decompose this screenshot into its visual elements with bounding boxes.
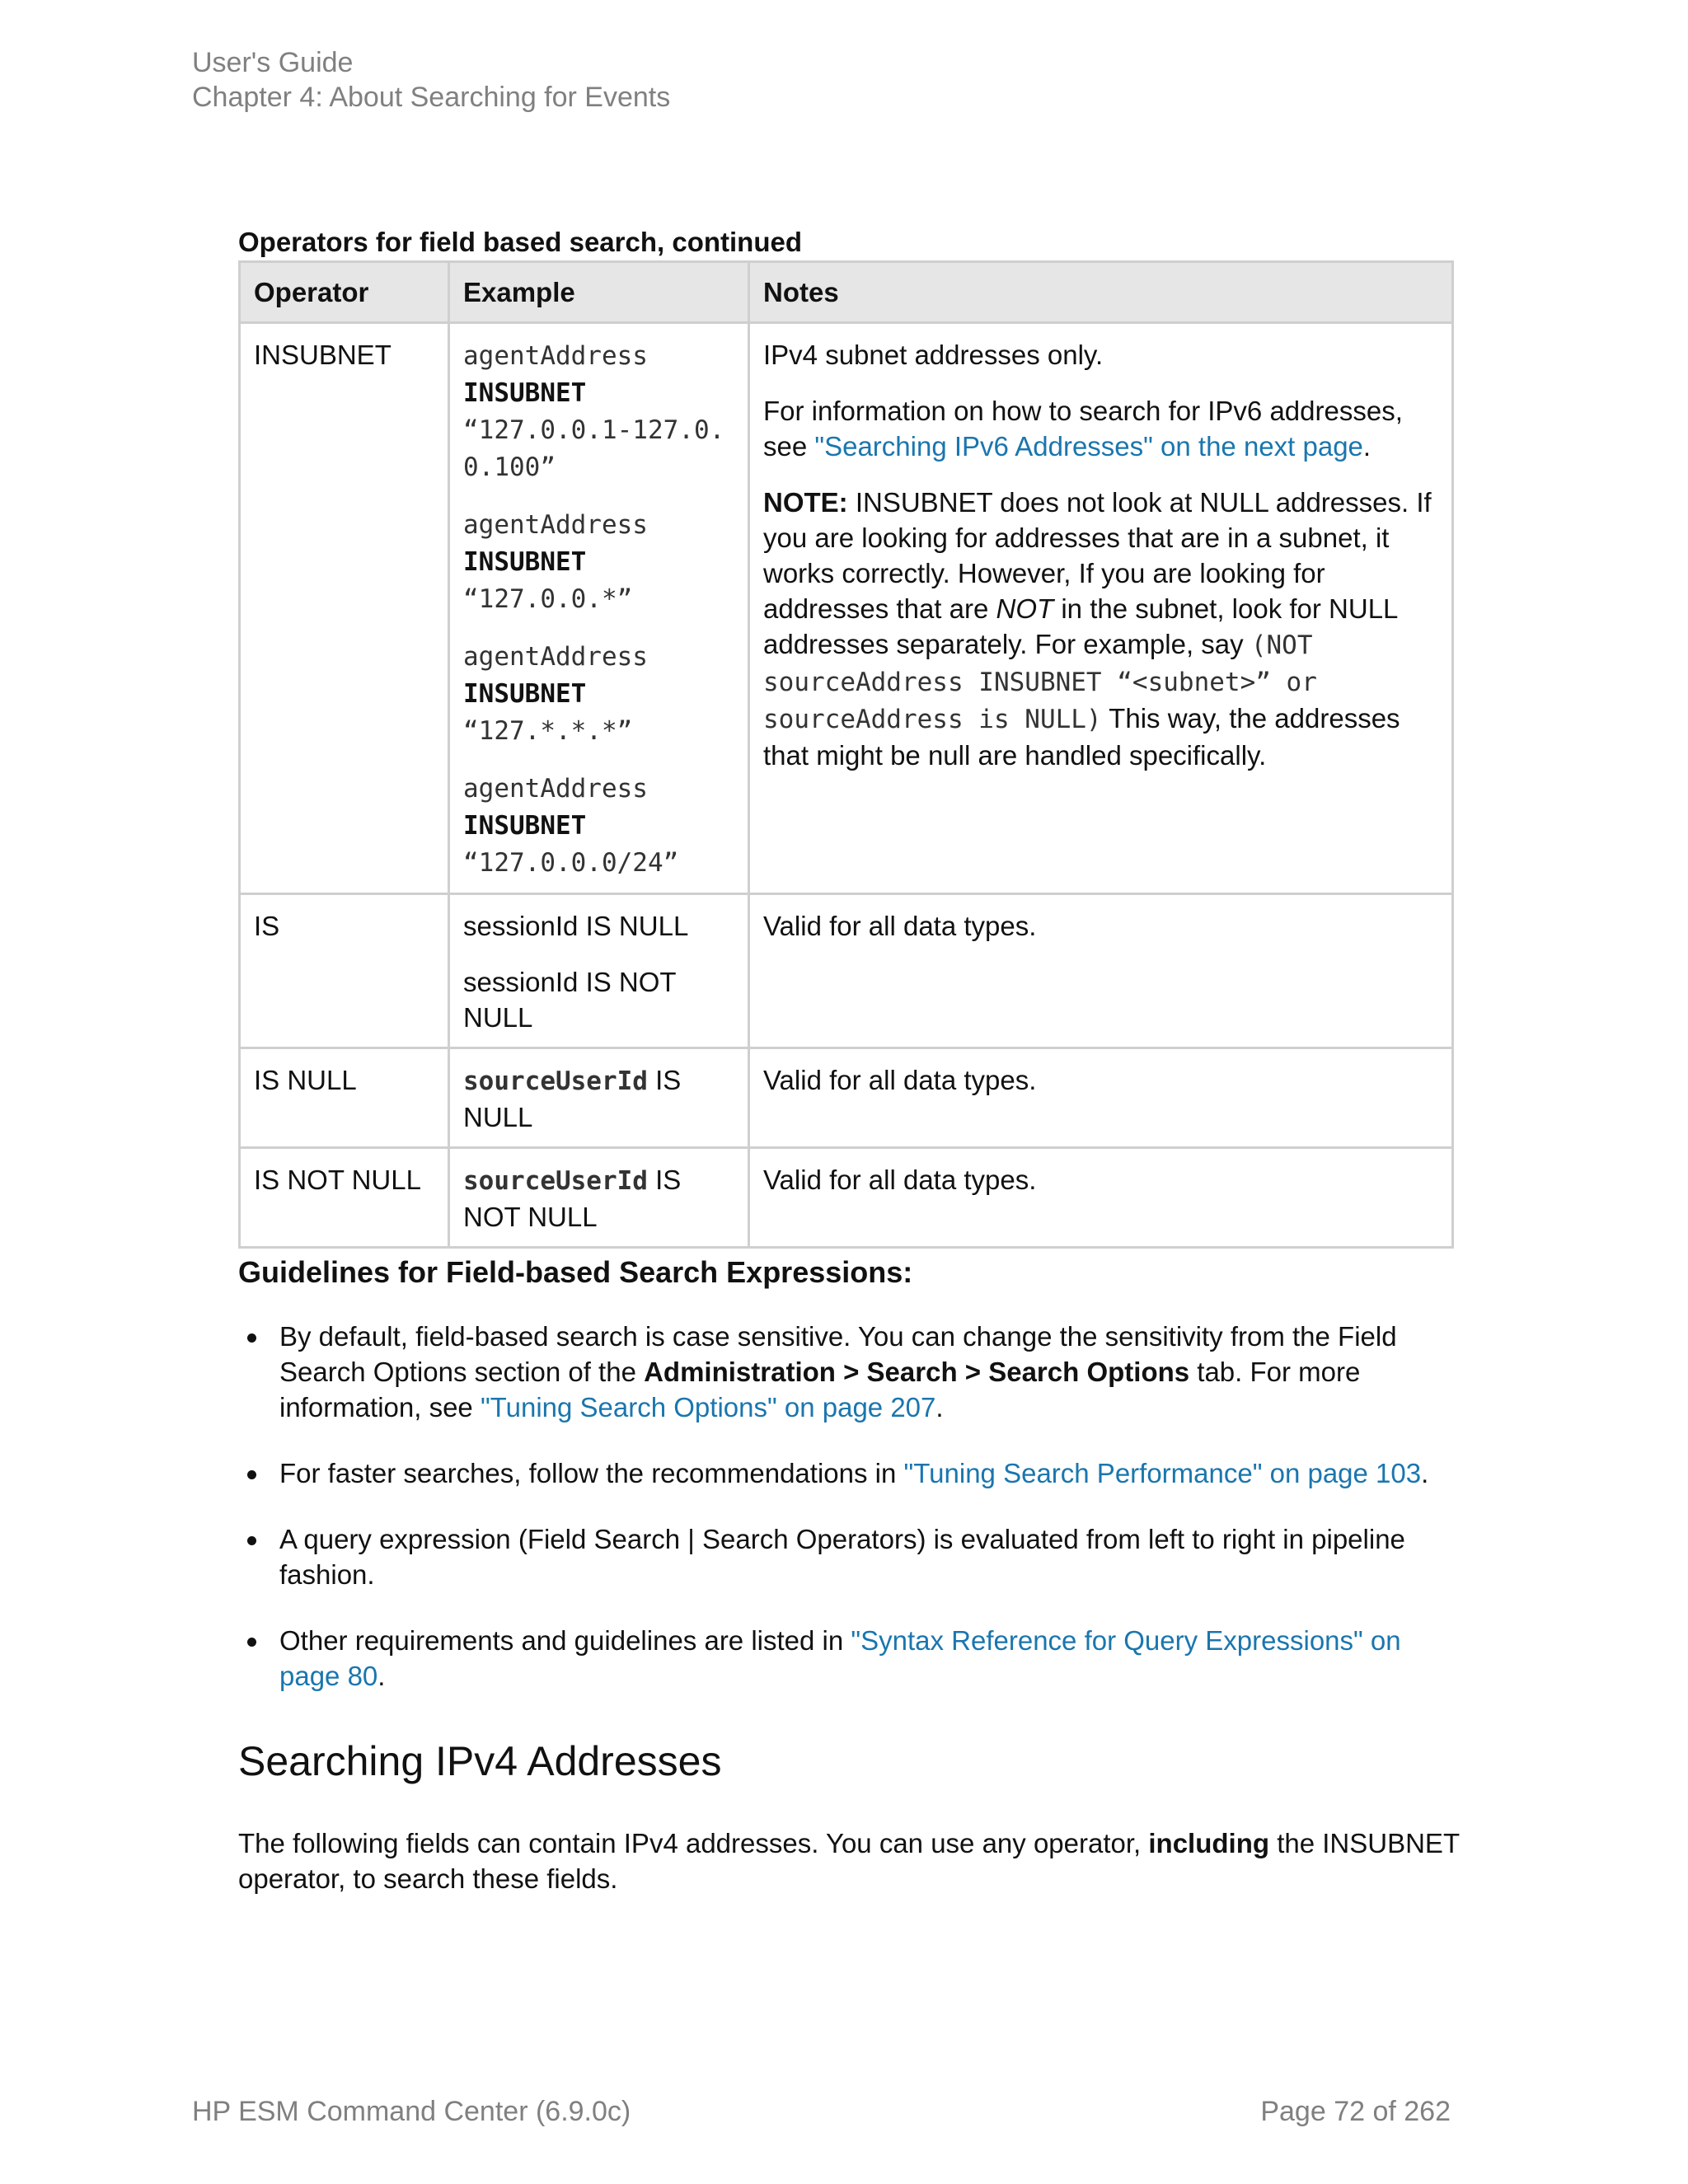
note-text-part: in the subnet, look for NULL addresses separately. For example, say	[763, 593, 1398, 659]
note-text: IPv4 subnet addresses only.	[763, 340, 1104, 370]
note-code: (NOT sourceAddress INSUBNET “<subnet>” or sourceAddress is NULL)	[763, 630, 1317, 734]
operator-cell: IS NOT NULL	[240, 1148, 449, 1248]
item-text: tab. For more information, see	[279, 1357, 1361, 1422]
example-item	[463, 770, 734, 881]
table-header-row	[240, 262, 1453, 323]
note-text-part: INSUBNET does not look at NULL addresses. If you are looking for addresses that are in a subnet, it works correctly. However, If you are looking for addresses that are	[763, 487, 1432, 624]
link-syntax-reference[interactable]: "Syntax Reference for Query Expressions" on page 80	[279, 1625, 1401, 1691]
column-header-example: Example	[449, 262, 749, 323]
list-item	[238, 1319, 1466, 1425]
bullet-icon	[247, 1638, 256, 1647]
para-text: the INSUBNET operator, to search these fields.	[238, 1828, 1460, 1894]
item-text: By default, field-based search is case sensitive. You can change the sensitivity from the Field Search Options section of the	[279, 1321, 1397, 1387]
item-text: .	[1421, 1458, 1429, 1488]
note-text-part: For information on how to search for IPv6 addresses, see	[763, 396, 1403, 462]
para-text: The following fields can contain IPv4 addresses. You can use any operator,	[238, 1828, 1149, 1858]
operator-cell: IS	[240, 894, 449, 1048]
example-field: agentAddress	[463, 510, 648, 540]
example-value: “127.0.0.1-127.0.0.100”	[463, 415, 725, 482]
note-text	[763, 485, 1438, 773]
bullet-icon	[247, 1470, 256, 1479]
section-heading: Searching IPv4 Addresses	[238, 1738, 722, 1784]
section-paragraph	[238, 1825, 1466, 1896]
item-text: A query expression (Field Search | Search Operators) is evaluated from left to right in pipeline fashion.	[279, 1524, 1405, 1590]
notes-cell	[749, 323, 1453, 894]
table-row	[240, 1148, 1453, 1248]
list-item	[238, 1623, 1466, 1694]
example-rest: IS NULL	[463, 1065, 682, 1132]
example-value: “127.0.0.*”	[463, 584, 633, 614]
notes-cell: Valid for all data types.	[749, 1148, 1453, 1248]
operators-table	[238, 260, 1454, 1249]
example-cell	[449, 1148, 749, 1248]
header-chapter-title: Chapter 4: About Searching for Events	[192, 82, 671, 113]
example-value: “127.0.0.0/24”	[463, 848, 679, 878]
item-text: For faster searches, follow the recommendations in	[279, 1458, 904, 1488]
item-text: .	[377, 1661, 386, 1691]
example-operator: INSUBNET	[463, 378, 587, 408]
guidelines-heading: Guidelines for Field-based Search Expressions:	[238, 1255, 913, 1289]
table-caption: Operators for field based search, continued	[238, 227, 802, 257]
item-strong: Administration > Search > Search Options	[644, 1357, 1190, 1387]
guidelines-list	[238, 1319, 1466, 1724]
table-row	[240, 894, 1453, 1048]
note-label: NOTE:	[763, 487, 848, 518]
bullet-icon	[247, 1536, 256, 1545]
example-field: agentAddress	[463, 774, 648, 804]
example-item: sessionId IS NOT NULL	[463, 967, 676, 1033]
link-searching-ipv6[interactable]: "Searching IPv6 Addresses" on the next page	[814, 431, 1363, 462]
footer-product: HP ESM Command Center (6.9.0c)	[192, 2096, 631, 2127]
para-strong: including	[1148, 1828, 1270, 1858]
bullet-icon	[247, 1333, 256, 1343]
note-text	[763, 393, 1438, 464]
list-item	[238, 1521, 1466, 1592]
item-text: Other requirements and guidelines are listed in	[279, 1625, 851, 1656]
example-operator: INSUBNET	[463, 679, 587, 709]
column-header-operator: Operator	[240, 262, 449, 323]
example-item	[463, 506, 734, 617]
link-tuning-search-options[interactable]: "Tuning Search Options" on page 207	[480, 1392, 936, 1422]
footer-page-number: Page 72 of 262	[1260, 2096, 1451, 2127]
operator-cell: IS NULL	[240, 1048, 449, 1148]
operator-cell: INSUBNET	[240, 323, 449, 894]
item-text: .	[935, 1392, 944, 1422]
note-text-part: .	[1362, 431, 1372, 462]
note-emphasis: NOT	[996, 593, 1054, 624]
header-guide-title: User's Guide	[192, 47, 354, 78]
example-rest: IS NOT NULL	[463, 1165, 682, 1232]
example-item	[463, 638, 734, 749]
link-tuning-search-performance[interactable]: "Tuning Search Performance" on page 103	[903, 1458, 1422, 1488]
notes-cell: Valid for all data types.	[749, 894, 1453, 1048]
example-cell	[449, 323, 749, 894]
example-field: sourceUserId	[463, 1066, 648, 1096]
table-row	[240, 1048, 1453, 1148]
example-value: “127.*.*.*”	[463, 716, 633, 746]
column-header-notes: Notes	[749, 262, 1453, 323]
example-field: sourceUserId	[463, 1166, 648, 1196]
example-operator: INSUBNET	[463, 811, 587, 841]
notes-cell: Valid for all data types.	[749, 1048, 1453, 1148]
list-item	[238, 1455, 1466, 1491]
example-field: agentAddress	[463, 642, 648, 672]
example-cell	[449, 894, 749, 1048]
note-text-part: This way, the addresses that might be null are handled specifically.	[763, 703, 1400, 771]
table-row	[240, 323, 1453, 894]
example-field: agentAddress	[463, 341, 648, 371]
example-operator: INSUBNET	[463, 547, 587, 577]
example-item: sessionId IS NULL	[463, 911, 689, 941]
example-item	[463, 337, 734, 485]
example-cell	[449, 1048, 749, 1148]
